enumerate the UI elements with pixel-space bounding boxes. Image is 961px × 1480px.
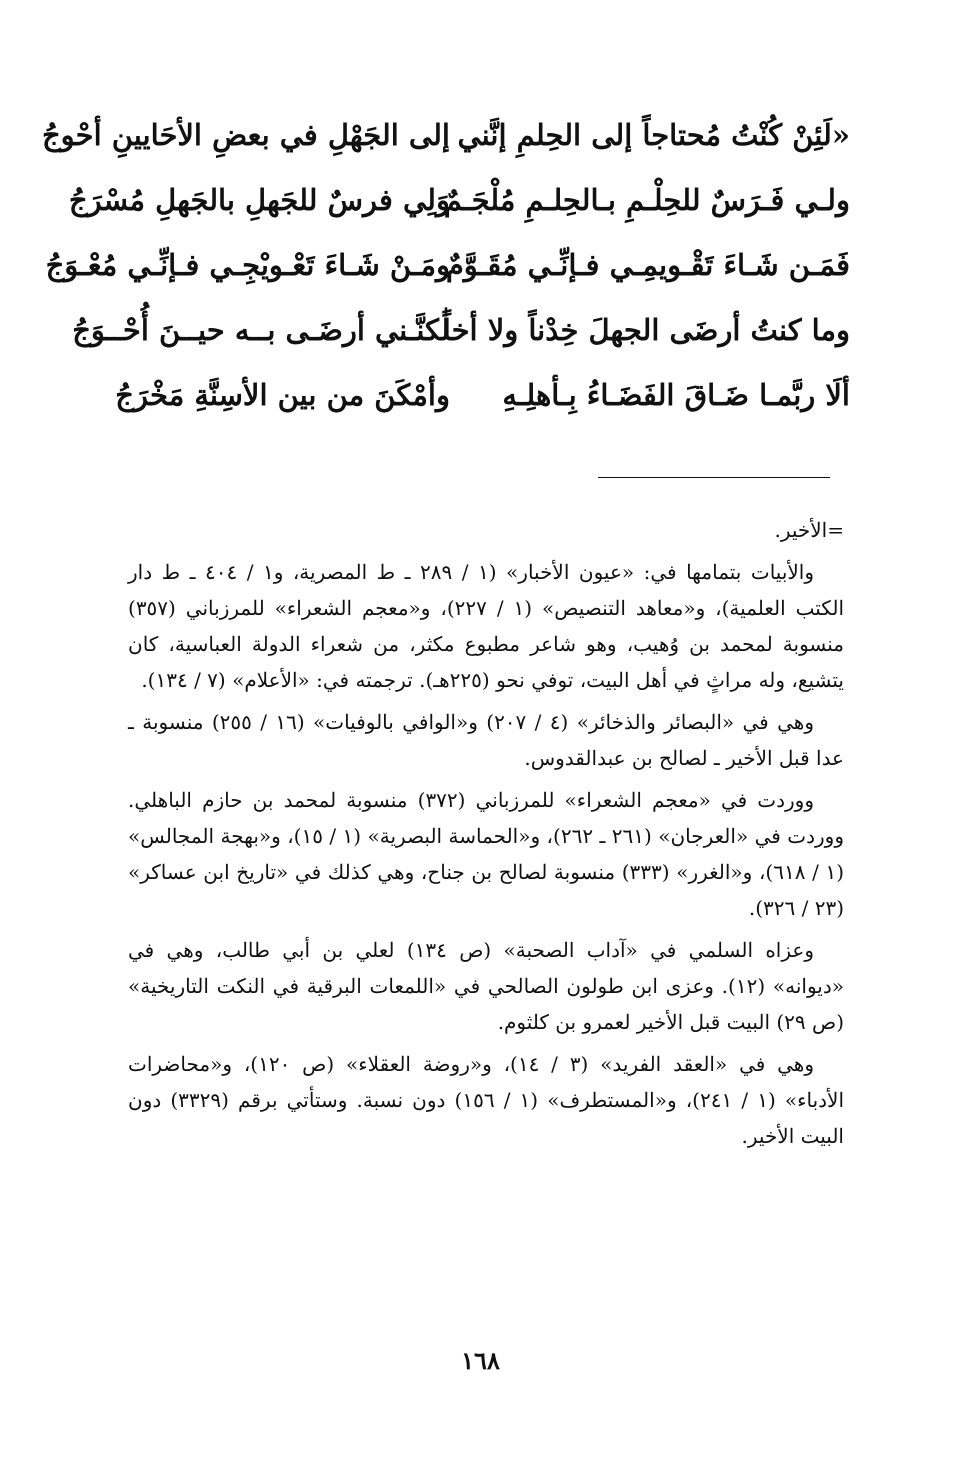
verse-2-second-hemistich: وَلِي فرسٌ للجَهلِ بالجَهلِ مُسْرَجُ — [68, 183, 450, 217]
verse-1-first-hemistich: «لَئِنْ كُنْتُ مُحتاجاً إلى الحِلمِ إنَّني — [457, 118, 850, 152]
footnote-paragraph: ووردت في «معجم الشعراء» للمرزباني (٣٧٢) منسوبة لمحمد بن حازم الباهلي. ووردت في «العرجان» (٢٦١ ـ ٢٦٢)، و«الحماسة البصرية» (١ / ١٥)، و«بهجة المجالس» (١ / ٦١٨)، و«الغرر» (٣٣٣) منسوبة لصالح بن جناح، وهي كذلك في «تاريخ ابن عساكر» (٢٣ / ٣٢٦). — [128, 788, 844, 920]
poem-verses — [41, 118, 850, 443]
verse-4 — [72, 313, 850, 378]
verse-5 — [115, 378, 850, 443]
page-number: ١٦٨ — [461, 1346, 500, 1375]
verse-2 — [68, 183, 850, 248]
verse-1 — [41, 118, 850, 183]
verse-4-first-hemistich: وما كنتُ أرضَى الجهلَ خِدْناً ولا أخاً — [442, 313, 850, 347]
verse-3-first-hemistich: فَمَـن شَـاءَ تَقْـويمِـي فـإنِّـي مُقَـوَّمٌ — [445, 248, 850, 282]
footnote-continuation: =الأخير. — [774, 518, 844, 542]
footnote-paragraph: وعزاه السلمي في «آداب الصحبة» (ص ١٣٤) لعلي بن أبي طالب، وهي في «ديوانه» (١٢). وعزى ابن طولون الصالحي في «اللمعات البرقية في النكت التاريخية» (ص ٢٩) البيت قبل الأخير لعمرو بن كلثوم. — [128, 938, 844, 1034]
verse-1-second-hemistich: إلى الجَهْلِ في بعضِ الأحَايينِ أحْوجُ — [41, 118, 450, 152]
verse-3-second-hemistich: ومَـنْ شَـاءَ تَعْـويْجِـي فـإنِّـي مُعْـوَجُ — [45, 248, 450, 282]
footnote-paragraph: والأبيات بتمامها في: «عيون الأخبار» (١ / ٢٨٩ ـ ط المصرية، و١ / ٤٠٤ ـ ط دار الكتب العلمية)، و«معاهد التنصيص» (١ / ٢٢٧)، و«معجم الشعراء» للمرزباني (٣٥٧) منسوبة لمحمد بن وُهيب، وهو شاعر مطبوع مكثر، من شعراء الدولة العباسية، كان يتشيع، وله مراثٍ في أهل البيت، توفي نحو (٢٢٥هـ). ترجمته في: «الأعلام» (٧ / ١٣٤). — [128, 560, 844, 692]
verse-2-first-hemistich: ولـي فَـرَسٌ للحِلْـمِ بـالحِلـمِ مُلْجَـمٌ — [443, 183, 850, 217]
verse-5-first-hemistich: ألَا ربَّمـا ضَـاقَ الفَضَـاءُ بِـأهلِـهِ — [502, 378, 850, 412]
footnote-separator — [598, 477, 830, 478]
footnotes — [128, 512, 844, 1160]
verse-4-second-hemistich: لٰكنَّـني أرضَـى بــه حيــنَ أُحْــوَجُ — [72, 313, 450, 347]
footnote-paragraph: وهي في «العقد الفريد» (٣ / ١٤)، و«روضة العقلاء» (ص ١٢٠)، و«محاضرات الأدباء» (١ / ٢٤١)، و«المستطرف» (١ / ١٥٦) دون نسبة. وستأتي برقم (٣٣٢٩) دون البيت الأخير. — [128, 1052, 845, 1148]
verse-5-second-hemistich: وأمْكَنَ من بين الأسِنَّةِ مَخْرَجُ — [115, 378, 450, 412]
verse-3 — [45, 248, 850, 313]
footnote-paragraph: وهي في «البصائر والذخائر» (٤ / ٢٠٧) و«الوافي بالوفيات» (١٦ / ٢٥٥) منسوبة ـ عدا قبل الأخير ـ لصالح بن عبدالقدوس. — [128, 710, 844, 770]
